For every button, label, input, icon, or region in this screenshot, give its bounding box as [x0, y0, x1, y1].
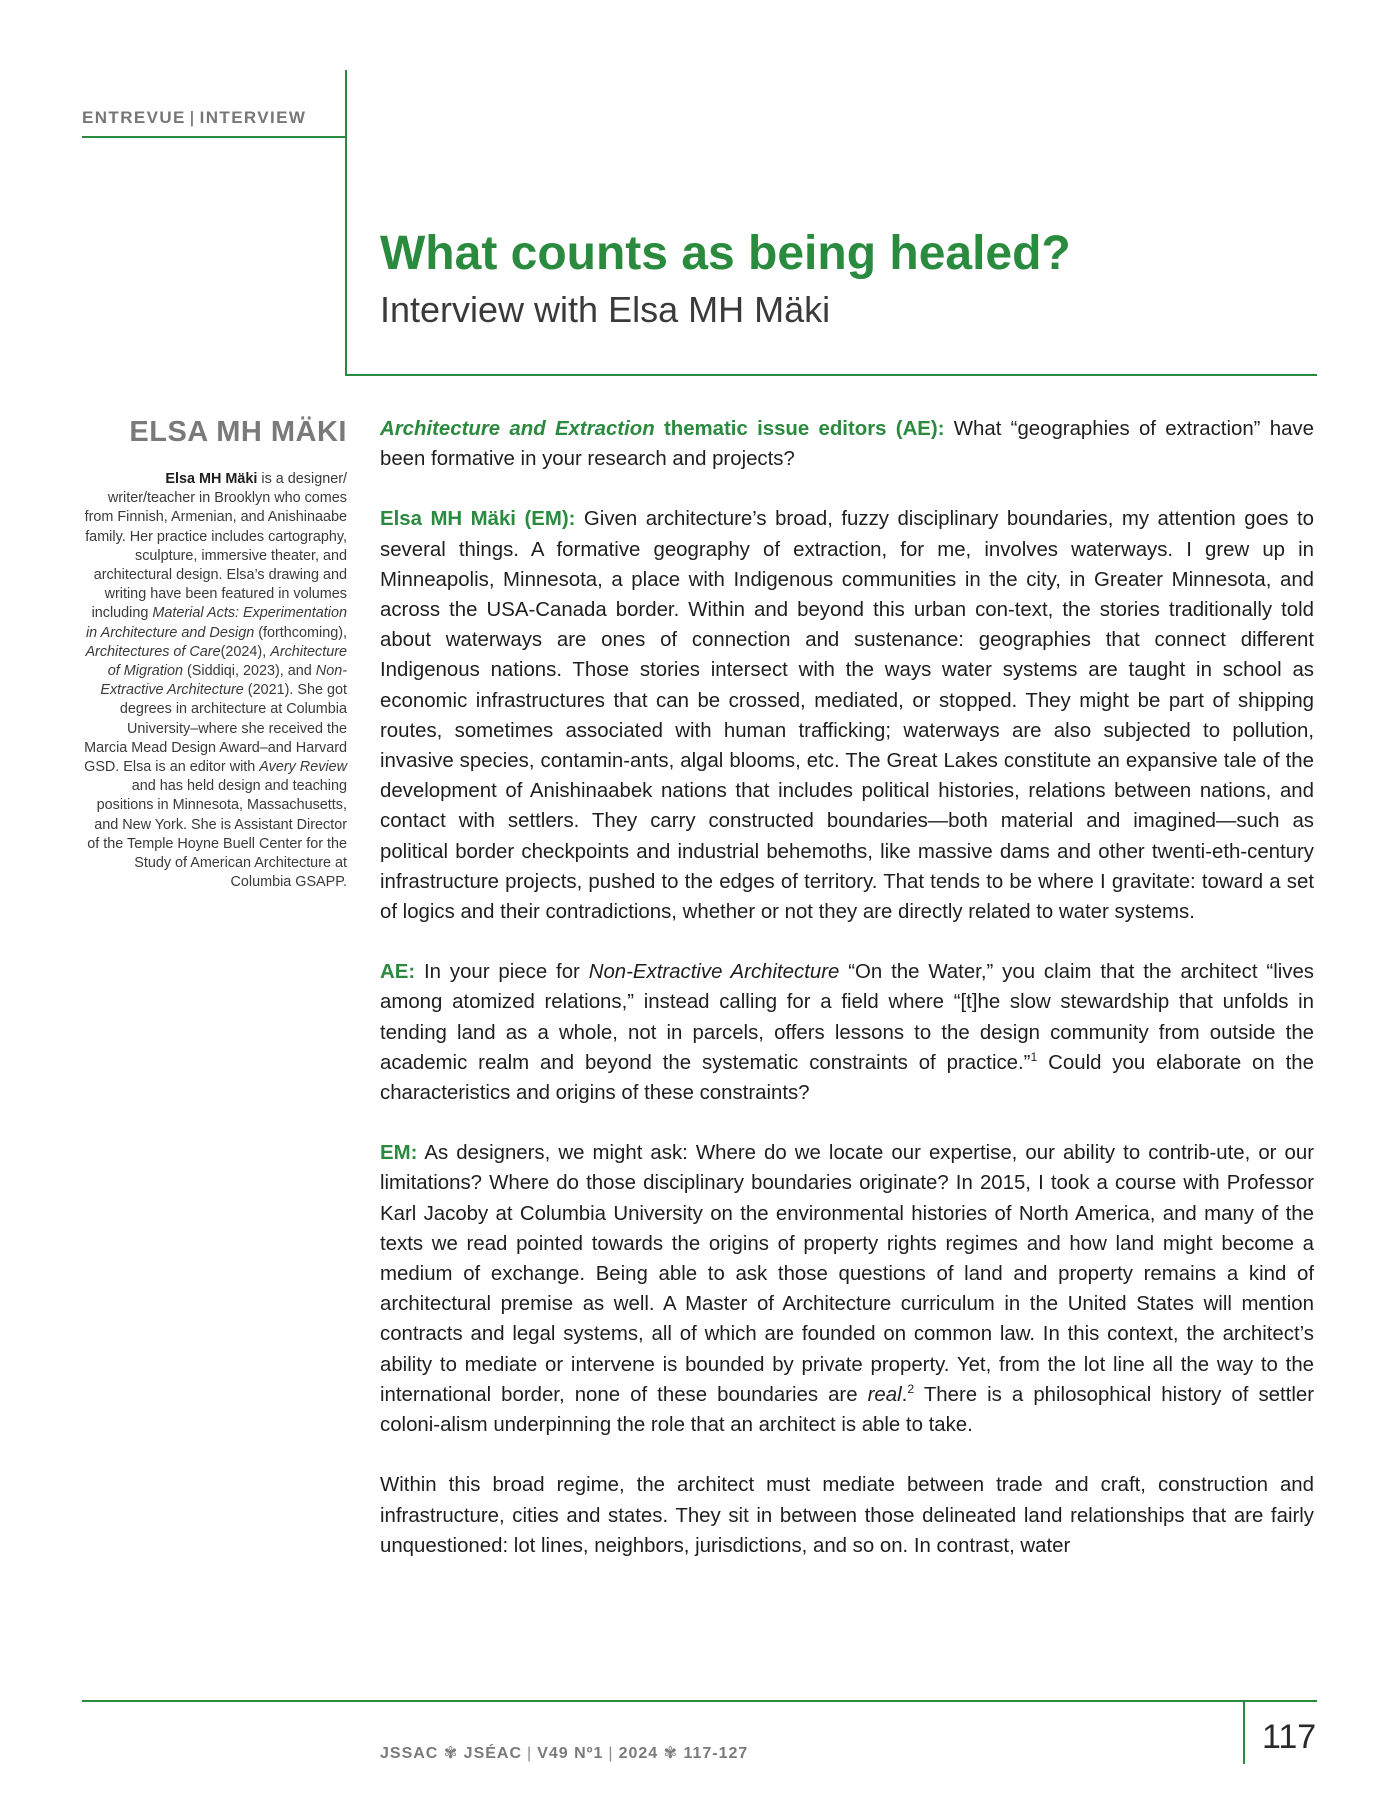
section-label: [82, 108, 306, 128]
speaker-label: Elsa MH Mäki (EM):: [380, 508, 576, 531]
speaker-label: Architecture and Extraction: [380, 418, 655, 440]
text-run: (Siddiqi, 2023), and: [182, 663, 316, 680]
text-run: .: [901, 1383, 908, 1406]
section-label-separator: |: [189, 108, 196, 127]
section-label-en: INTERVIEW: [199, 108, 307, 127]
text-run: There is a philosophical history of settler coloni-alism underpinning the role that an architect is able to take.: [380, 1383, 1314, 1437]
text-run: What “geographies of extraction” have been formative in your research and projects?: [380, 418, 1314, 471]
text-run: (forthcoming),: [254, 624, 347, 641]
text-run: Avery Review: [259, 759, 347, 776]
speaker-label: EM:: [380, 1142, 418, 1165]
text-run: Non-Extractive Architecture: [588, 961, 840, 984]
speaker-label: thematic issue editors (AE):: [654, 418, 945, 440]
title-rule: [345, 374, 1317, 376]
author-bio: [82, 470, 347, 892]
text-run: In your piece for: [415, 961, 589, 984]
text-run: Architectures of Care: [85, 643, 221, 660]
footer-vertical-rule: [1243, 1700, 1245, 1764]
journal-pages: 117-127: [683, 1745, 749, 1762]
divider-glyph-icon: ✾: [443, 1745, 459, 1762]
divider-glyph-icon: ✾: [663, 1745, 679, 1762]
journal-year: 2024: [618, 1745, 659, 1762]
text-run: Elsa MH Mäki: [165, 471, 258, 487]
article-subtitle: Interview with Elsa MH Mäki: [380, 289, 831, 330]
paragraph: [380, 414, 1314, 474]
text-run: real: [867, 1383, 902, 1406]
text-run: “On the Water,” you claim that the architect “lives among atomized relations,” instead calling for a field where “[t]he slow stewardship that unfolds in tending land as a whole, not in parcels, offers lessons to the design community from outside the academic realm and beyond the systematic constraints of practice.”: [380, 961, 1314, 1074]
journal-citation: JSSAC ✾ JSÉAC | V49 Nº1 | 2024 ✾ 117-127: [380, 1745, 749, 1762]
journal-abbr-en: JSSAC: [380, 1745, 439, 1762]
journal-volume: V49 Nº1: [537, 1745, 604, 1762]
text-run: Non-Extractive Architecture: [100, 663, 347, 699]
journal-abbr-fr: JSÉAC: [463, 1745, 523, 1762]
text-run: As designers, we might ask: Where do we locate our expertise, our ability to contrib-ute, or our limitations? Where do those disciplinary boundaries originate? In 2015, I took a course with Professor Karl Jacoby at Columbia University on the environmental histories of North America, and many of the texts we read pointed towards the origins of property rights regimes and how land might become a medium of exchange. Being able to ask those questions of land and property remains a kind of architectural premise as well. A Master of Architecture curriculum in the United States will mention contracts and legal systems, all of which are founded on common law. In this context, the architect’s ability to mediate or intervene is bounded by private property. Yet, from the lot line all the way to the international border, none of these boundaries are: [380, 1142, 1314, 1406]
title-vertical-rule: [345, 70, 347, 376]
text-run: (2021). She got degrees in architecture at Columbia University–where she received the Marcia Mead Design Award–and Harvard GSD. Elsa is an editor with: [84, 682, 347, 776]
article-body: [380, 414, 1314, 1591]
text-run: Given architecture’s broad, fuzzy disciplinary boundaries, my attention goes to several things. A formative geography of extraction, for me, involves waterways. I grew up in Minneapolis, Minnesota, a place with Indigenous communities in the city, in Greater Minnesota, and across the USA-Canada border. Within and beyond this urban con-text, the stories traditionally told about waterways are ones of connection and sustenance: geographies that connect different Indigenous nations. Those stories intersect with the ways water systems are taught in school as economic infrastructures that can be crossed, mediated, or stopped. They might be part of shipping routes, sometimes associated with human trafficking; waterways are also subjected to pollution, invasive species, contamin-ants, algal blooms, etc. The Great Lakes constitute an expansive tale of the development of Anishinaabek nations that includes political histories, relations between nations, and contact with settlers. They carry constructed boundaries—both material and imagined—such as political border checkpoints and industrial behemoths, like massive dams and other twenti-eth-century infrastructure projects, pushed to the edges of territory. That tends to be where I gravitate: toward a set of logics and their contradictions, whether or not they are directly related to water systems.: [380, 508, 1314, 924]
text-run: is a designer/ writer/teacher in Brooklyn who comes from Finnish, Armenian, and Anishinaabe family. Her practice includes cartography, sculpture, immersive theater, and architectural design. Elsa’s drawing and writing have been featured in volumes including: [84, 471, 347, 622]
text-run: Material Acts: Experimentation in Architecture and Design: [85, 605, 347, 641]
footnote-ref: 1: [1030, 1050, 1038, 1065]
text-run: (2024),: [220, 643, 271, 660]
text-run: and has held design and teaching positions in Minnesota, Massachusetts, and New York. She is Assistant Director of the Temple Hoyne Buell Center for the Study of American Architecture at Columbia GSAPP.: [87, 778, 347, 891]
author-name: ELSA MH MÄKI: [129, 416, 347, 448]
header-rule: [82, 136, 346, 138]
paragraph: [380, 504, 1314, 927]
paragraph: [380, 957, 1314, 1108]
footer-rule: [82, 1700, 1317, 1702]
text-run: Could you elaborate on the characteristics and origins of these constraints?: [380, 1051, 1314, 1105]
footnote-ref: 2: [907, 1382, 915, 1397]
speaker-label: AE:: [380, 961, 416, 984]
paragraph: [380, 1138, 1314, 1440]
text-run: Within this broad regime, the architect must mediate between trade and craft, construction and infrastructure, cities and states. They sit in between those delineated land relationships that are fairly unquestioned: lot lines, neighbors, jurisdictions, and so on. In contrast, water: [380, 1474, 1314, 1557]
article-title: What counts as being healed?: [380, 227, 1071, 280]
page-number: 117: [1262, 1718, 1317, 1756]
text-run: Architecture of Migration: [107, 643, 347, 680]
section-label-fr: ENTREVUE: [82, 108, 186, 127]
paragraph: [380, 1470, 1314, 1561]
